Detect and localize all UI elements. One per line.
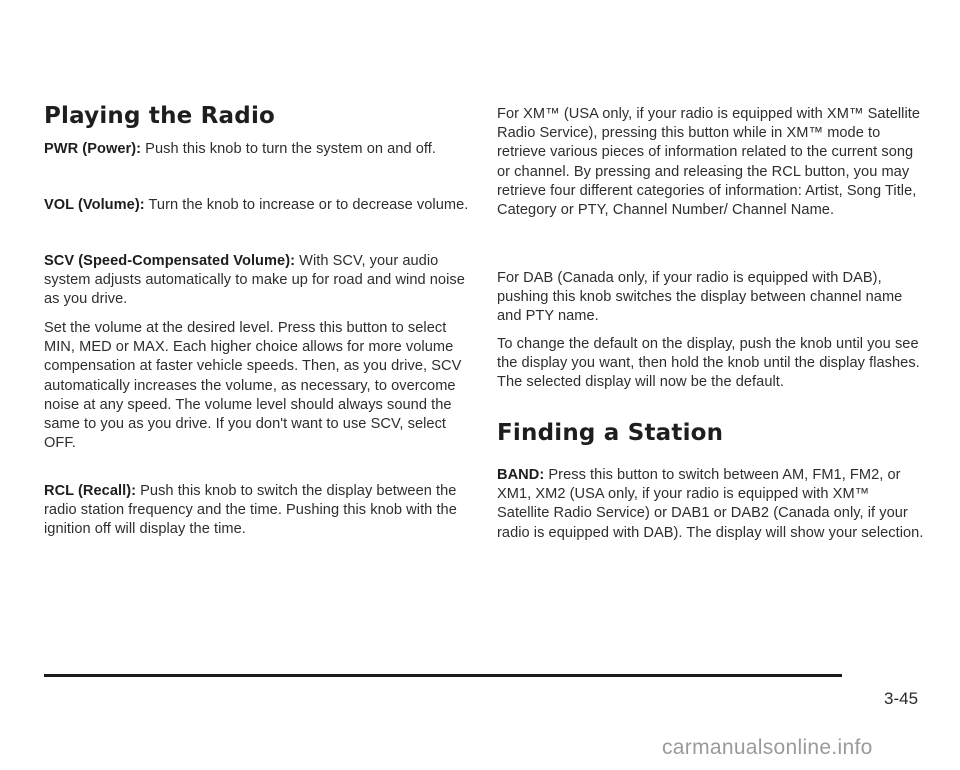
paragraph-dab (497, 269, 925, 327)
paragraph-pwr (44, 140, 469, 159)
section-heading-finding-station: Finding a Station (497, 420, 724, 446)
term-rcl: RCL (Recall): (44, 483, 137, 499)
paragraph-default (497, 335, 925, 393)
text-dab: For DAB (Canada only, if your radio is equipped with DAB), pushing this knob switches the display between channel name and PTY name. (497, 270, 903, 325)
term-pwr: PWR (Power): (44, 141, 142, 157)
text-default: To change the default on the display, push the knob until you see the display you want, then hold the knob until the display flashes. The selected display will now be the default. (497, 336, 920, 391)
paragraph-scv-detail (44, 319, 469, 453)
paragraph-band (497, 466, 925, 543)
watermark: carmanualsonline.info (662, 736, 873, 759)
text-pwr: Push this knob to turn the system on and off. (141, 141, 436, 157)
text-scv-detail: Set the volume at the desired level. Press this button to select MIN, MED or MAX. Each higher choice allows for more volume compensation at faster vehicle speeds. Then, as you drive, SCV automatically increases the volume, as necessary, to overcome noise at any speed. The volume level should always sound the same to you as you drive. If you don't want to use SCV, select OFF. (44, 320, 462, 452)
text-band: Press this button to switch between AM, FM1, FM2, or XM1, XM2 (USA only, if your radio is equipped with XM™ Satellite Radio Service) or DAB1 or DAB2 (Canada only, if your radio is equipped with DAB). The display will show your selection. (497, 467, 924, 541)
paragraph-rcl (44, 482, 469, 540)
text-vol: Turn the knob to increase or to decrease volume. (144, 197, 469, 213)
paragraph-scv (44, 252, 469, 310)
text-rcl: Push this knob to switch the display between the radio station frequency and the time. Pushing this knob with the ignition off will display the time. (44, 483, 457, 538)
page-number: 3-45 (884, 689, 919, 708)
footer-rule (44, 674, 842, 677)
paragraph-vol (44, 196, 469, 215)
text-scv: With SCV, your audio system adjusts automatically to make up for road and wind noise as you drive. (44, 253, 465, 308)
text-xm: For XM™ (USA only, if your radio is equipped with XM™ Satellite Radio Service), pressing this button while in XM™ mode to retrieve various pieces of information related to the current song or channel. By pressing and releasing the RCL button, you may retrieve four different categories of information: Artist, Song Title, Category or PTY, Channel Number/ Channel Name. (497, 106, 921, 219)
term-scv: SCV (Speed-Compensated Volume): (44, 253, 296, 269)
paragraph-xm (497, 105, 925, 220)
section-heading-playing-radio: Playing the Radio (44, 103, 276, 129)
term-vol: VOL (Volume): (44, 197, 145, 213)
term-band: BAND: (497, 467, 545, 483)
